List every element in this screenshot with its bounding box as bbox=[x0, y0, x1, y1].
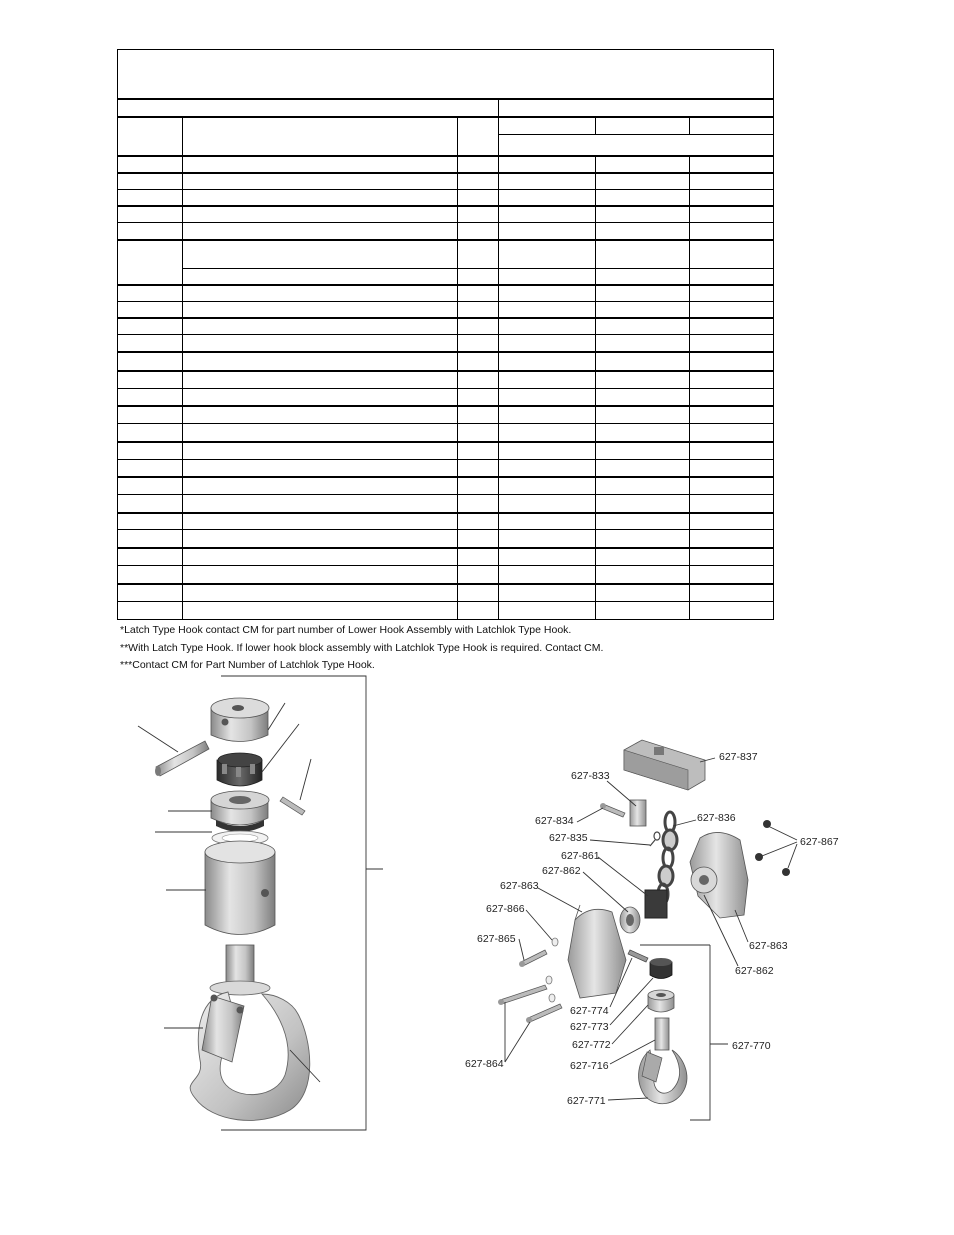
part-773 bbox=[650, 958, 672, 979]
label-627-837: 627-837 bbox=[719, 751, 758, 763]
part-837 bbox=[624, 740, 705, 790]
label-627-771: 627-771 bbox=[567, 1095, 606, 1107]
label-627-866: 627-866 bbox=[486, 903, 525, 915]
label-627-863: 627-863 bbox=[500, 880, 539, 892]
label-627-867: 627-867 bbox=[800, 836, 839, 848]
label-627-835: 627-835 bbox=[549, 832, 588, 844]
footnote-2: **With Latch Type Hook. If lower hook block assembly with Latchlok Type Hook is required. Contact CM. bbox=[120, 642, 604, 654]
part-863-right bbox=[690, 832, 748, 918]
label-627-833: 627-833 bbox=[571, 770, 610, 782]
label-627-864: 627-864 bbox=[465, 1058, 504, 1070]
label-627-862-right: 627-862 bbox=[735, 965, 774, 977]
bracket-770 bbox=[690, 945, 710, 1120]
label-627-770: 627-770 bbox=[732, 1040, 771, 1052]
label-627-863-right: 627-863 bbox=[749, 940, 788, 952]
part-863-left bbox=[568, 905, 626, 998]
label-627-773: 627-773 bbox=[570, 1021, 609, 1033]
part-864-bolts bbox=[498, 985, 562, 1023]
label-627-774: 627-774 bbox=[570, 1005, 609, 1017]
label-627-716: 627-716 bbox=[570, 1060, 609, 1072]
label-627-834: 627-834 bbox=[535, 815, 574, 827]
footnote-1: *Latch Type Hook contact CM for part number of Lower Hook Assembly with Latchlok Type Hook. bbox=[120, 624, 572, 636]
part-862-left bbox=[620, 907, 640, 933]
part-835 bbox=[650, 832, 660, 846]
footnote-3: ***Contact CM for Part Number of Latchlok Type Hook. bbox=[120, 659, 375, 671]
part-833 bbox=[630, 800, 646, 826]
label-627-862: 627-862 bbox=[542, 865, 581, 877]
label-627-772: 627-772 bbox=[572, 1039, 611, 1051]
label-627-836: 627-836 bbox=[697, 812, 736, 824]
chain-sprocket bbox=[645, 890, 667, 918]
part-772 bbox=[648, 990, 674, 1012]
label-627-865: 627-865 bbox=[477, 933, 516, 945]
part-834 bbox=[600, 803, 625, 817]
part-866-washers bbox=[546, 938, 558, 1002]
label-627-861: 627-861 bbox=[561, 850, 600, 862]
part-716-771-hook bbox=[639, 1018, 687, 1104]
